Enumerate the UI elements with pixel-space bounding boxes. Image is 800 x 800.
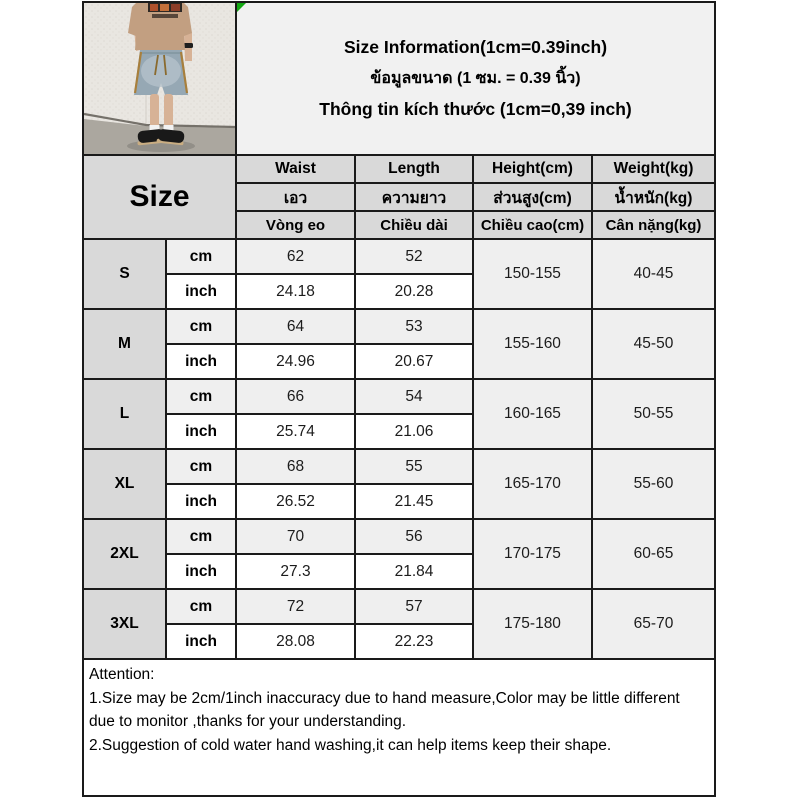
waist-cm-cell: 68 [237, 450, 354, 483]
waist-cm-cell: 70 [237, 520, 354, 553]
length-inch-cell: 20.28 [356, 275, 472, 308]
size-column-header: Size [84, 156, 235, 238]
print-tile [150, 4, 158, 11]
print-tile [160, 4, 169, 11]
denim-wash [141, 55, 181, 87]
weight-cell: 55-60 [593, 450, 714, 518]
waist-inch-cell: 28.08 [237, 625, 354, 658]
header-weight-th: น้ำหนัก(kg) [593, 184, 714, 210]
height-cell: 170-175 [474, 520, 591, 588]
unit-inch-cell: inch [167, 555, 235, 588]
model-photo [84, 3, 235, 154]
attention-line-1: 1.Size may be 2cm/1inch inaccuracy due to hand measure,Color may be little different due to monitor ,thanks for your understanding. [89, 689, 680, 730]
title-thai: ข้อมูลขนาด (1 ซม. = 0.39 นิ้ว) [370, 70, 581, 87]
waist-cm-cell: 72 [237, 590, 354, 623]
print-text-bar [152, 14, 178, 18]
header-height-th: ส่วนสูง(cm) [474, 184, 591, 210]
height-cell: 150-155 [474, 240, 591, 308]
size-chart-sheet [82, 1, 716, 797]
height-cell: 155-160 [474, 310, 591, 378]
header-length-th: ความยาว [356, 184, 472, 210]
header-height-vi: Chiều cao(cm) [474, 212, 591, 238]
wrist-watch [184, 43, 194, 48]
print-tile [171, 4, 180, 11]
unit-inch-cell: inch [167, 415, 235, 448]
size-cell: M [84, 310, 165, 378]
right-leg [164, 94, 173, 128]
left-leg [150, 94, 159, 128]
waist-inch-cell: 25.74 [237, 415, 354, 448]
length-cm-cell: 54 [356, 380, 472, 413]
attention-heading: Attention: [89, 666, 155, 683]
size-cell: 3XL [84, 590, 165, 658]
waist-inch-cell: 24.96 [237, 345, 354, 378]
length-inch-cell: 21.45 [356, 485, 472, 518]
unit-cm-cell: cm [167, 310, 235, 343]
unit-cm-cell: cm [167, 520, 235, 553]
waist-inch-cell: 26.52 [237, 485, 354, 518]
waist-cm-cell: 64 [237, 310, 354, 343]
size-cell: 2XL [84, 520, 165, 588]
unit-inch-cell: inch [167, 625, 235, 658]
length-inch-cell: 20.67 [356, 345, 472, 378]
height-cell: 175-180 [474, 590, 591, 658]
weight-cell: 45-50 [593, 310, 714, 378]
length-inch-cell: 21.06 [356, 415, 472, 448]
header-length-en: Length [356, 156, 472, 182]
unit-cm-cell: cm [167, 380, 235, 413]
title-english: Size Information(1cm=0.39inch) [343, 37, 608, 57]
attention-note [84, 660, 714, 795]
right-shoe [156, 129, 184, 146]
unit-inch-cell: inch [167, 275, 235, 308]
waist-inch-cell: 24.18 [237, 275, 354, 308]
title-vietnamese: Thông tin kích thước (1cm=0,39 inch) [319, 99, 632, 119]
model-photo-illustration [84, 3, 235, 154]
weight-cell: 65-70 [593, 590, 714, 658]
length-cm-cell: 56 [356, 520, 472, 553]
weight-cell: 40-45 [593, 240, 714, 308]
length-cm-cell: 52 [356, 240, 472, 273]
height-cell: 160-165 [474, 380, 591, 448]
weight-cell: 50-55 [593, 380, 714, 448]
unit-cm-cell: cm [167, 450, 235, 483]
size-cell: S [84, 240, 165, 308]
waist-cm-cell: 66 [237, 380, 354, 413]
unit-inch-cell: inch [167, 485, 235, 518]
header-waist-vi: Vòng eo [237, 212, 354, 238]
comment-marker-icon [237, 3, 246, 12]
title-panel [237, 3, 714, 154]
unit-cm-cell: cm [167, 590, 235, 623]
length-inch-cell: 21.84 [356, 555, 472, 588]
height-cell: 165-170 [474, 450, 591, 518]
size-cell: XL [84, 450, 165, 518]
length-inch-cell: 22.23 [356, 625, 472, 658]
size-cell: L [84, 380, 165, 448]
header-weight-vi: Cân nặng(kg) [593, 212, 714, 238]
unit-cm-cell: cm [167, 240, 235, 273]
header-weight-en: Weight(kg) [593, 156, 714, 182]
unit-inch-cell: inch [167, 345, 235, 378]
waist-inch-cell: 27.3 [237, 555, 354, 588]
waist-cm-cell: 62 [237, 240, 354, 273]
header-waist-en: Waist [237, 156, 354, 182]
weight-cell: 60-65 [593, 520, 714, 588]
header-waist-th: เอว [237, 184, 354, 210]
length-cm-cell: 57 [356, 590, 472, 623]
header-height-en: Height(cm) [474, 156, 591, 182]
length-cm-cell: 55 [356, 450, 472, 483]
size-chart-table [84, 3, 714, 795]
length-cm-cell: 53 [356, 310, 472, 343]
header-length-vi: Chiều dài [356, 212, 472, 238]
attention-line-2: 2.Suggestion of cold water hand washing,it can help items keep their shape. [89, 736, 612, 754]
